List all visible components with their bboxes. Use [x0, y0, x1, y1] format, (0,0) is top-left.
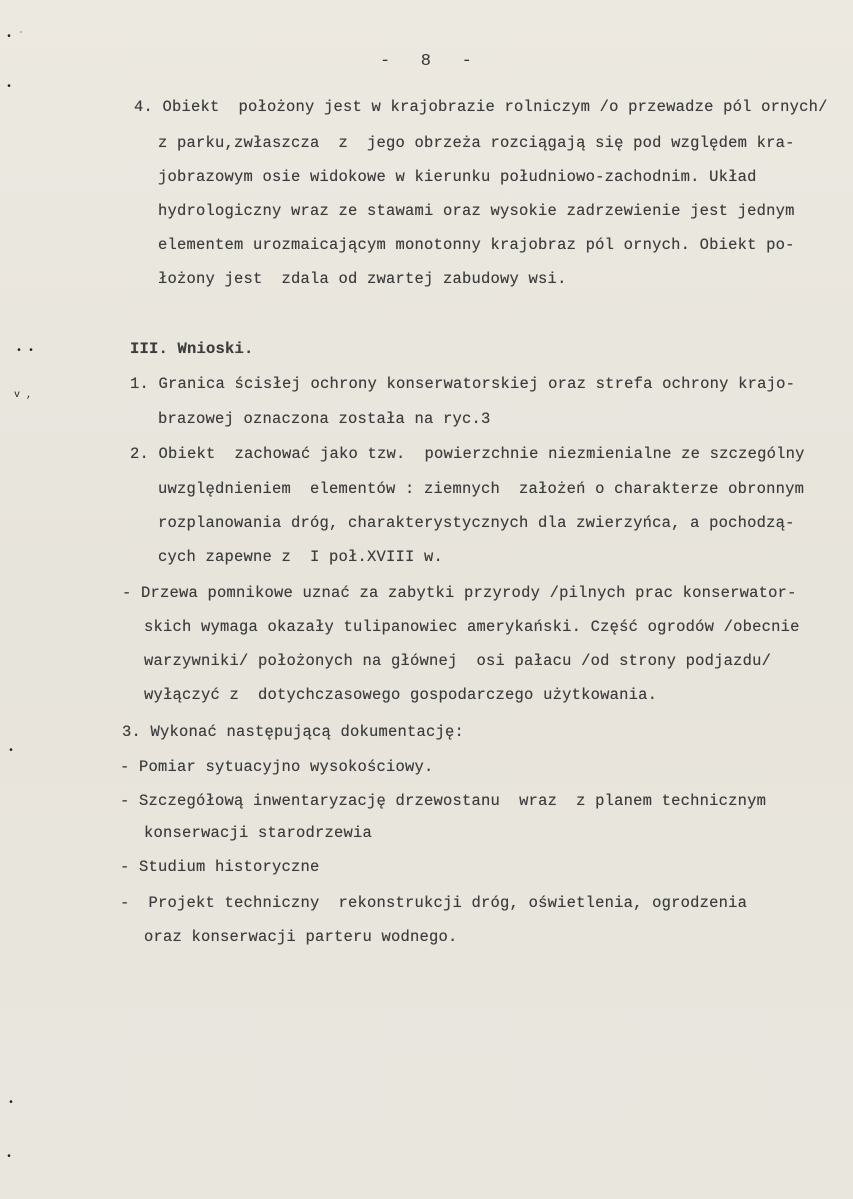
- text-line: elementem urozmaicającym monotonny krajobraz pól ornych. Obiekt po-: [158, 236, 795, 254]
- text-line: cych zapewne z I poł.XVIII w.: [158, 548, 444, 566]
- text-line: - Szczegółową inwentaryzację drzewostanu wraz z planem technicznym: [120, 792, 767, 810]
- text-line: jobrazowym osie widokowe w kierunku południowo-zachodnim. Układ: [158, 168, 757, 186]
- text-line: łożony jest zdala od zwartej zabudowy wsi.: [158, 270, 567, 288]
- text-line: z parku,zwłaszcza z jego obrzeża rozciągają się pod względem kra-: [158, 134, 795, 152]
- text-line: brazowej oznaczona została na ryc.3: [158, 410, 491, 428]
- page-number: - 8 -: [380, 52, 472, 71]
- text-line: - Pomiar sytuacyjno wysokościowy.: [120, 758, 434, 776]
- text-line: 3. Wykonać następującą dokumentację:: [122, 723, 465, 741]
- margin-mark: •: [8, 1098, 15, 1109]
- section-heading: III. Wnioski.: [130, 340, 254, 358]
- margin-mark: •: [8, 746, 15, 757]
- text-line: 2. Obiekt zachować jako tzw. powierzchnie niezmienialne ze szczególny: [130, 445, 805, 463]
- margin-mark: v ,: [14, 390, 33, 401]
- text-line: skich wymaga okazały tulipanowiec amerykański. Część ogrodów /obecnie: [144, 618, 800, 636]
- text-line: hydrologiczny wraz ze stawami oraz wysokie zadrzewienie jest jednym: [158, 202, 795, 220]
- text-line: konserwacji starodrzewia: [144, 824, 373, 842]
- text-line: 4. Obiekt położony jest w krajobrazie rolniczym /o przewadze pól ornych/: [134, 98, 828, 116]
- text-line: 1. Granica ścisłej ochrony konserwatorskiej oraz strefa ochrony krajo-: [130, 375, 796, 393]
- text-line: - Projekt techniczny rekonstrukcji dróg, oświetlenia, ogrodzenia: [120, 894, 748, 912]
- margin-mark: • ˙: [6, 32, 25, 43]
- text-line: - Drzewa pomnikowe uznać za zabytki przyrody /pilnych prac konserwator-: [122, 584, 797, 602]
- text-line: warzywniki/ położonych na głównej osi pałacu /od strony podjazdu/: [144, 652, 772, 670]
- margin-mark: • •: [16, 346, 35, 357]
- margin-mark: •: [6, 82, 13, 93]
- text-line: wyłączyć z dotychczasowego gospodarczego użytkowania.: [144, 686, 658, 704]
- text-line: oraz konserwacji parteru wodnego.: [144, 928, 458, 946]
- text-line: rozplanowania dróg, charakterystycznych dla zwierzyńca, a pochodzą-: [158, 514, 795, 532]
- margin-mark: •: [6, 1152, 13, 1163]
- text-line: uwzględnieniem elementów : ziemnych założeń o charakterze obronnym: [158, 480, 805, 498]
- text-line: - Studium historyczne: [120, 858, 320, 876]
